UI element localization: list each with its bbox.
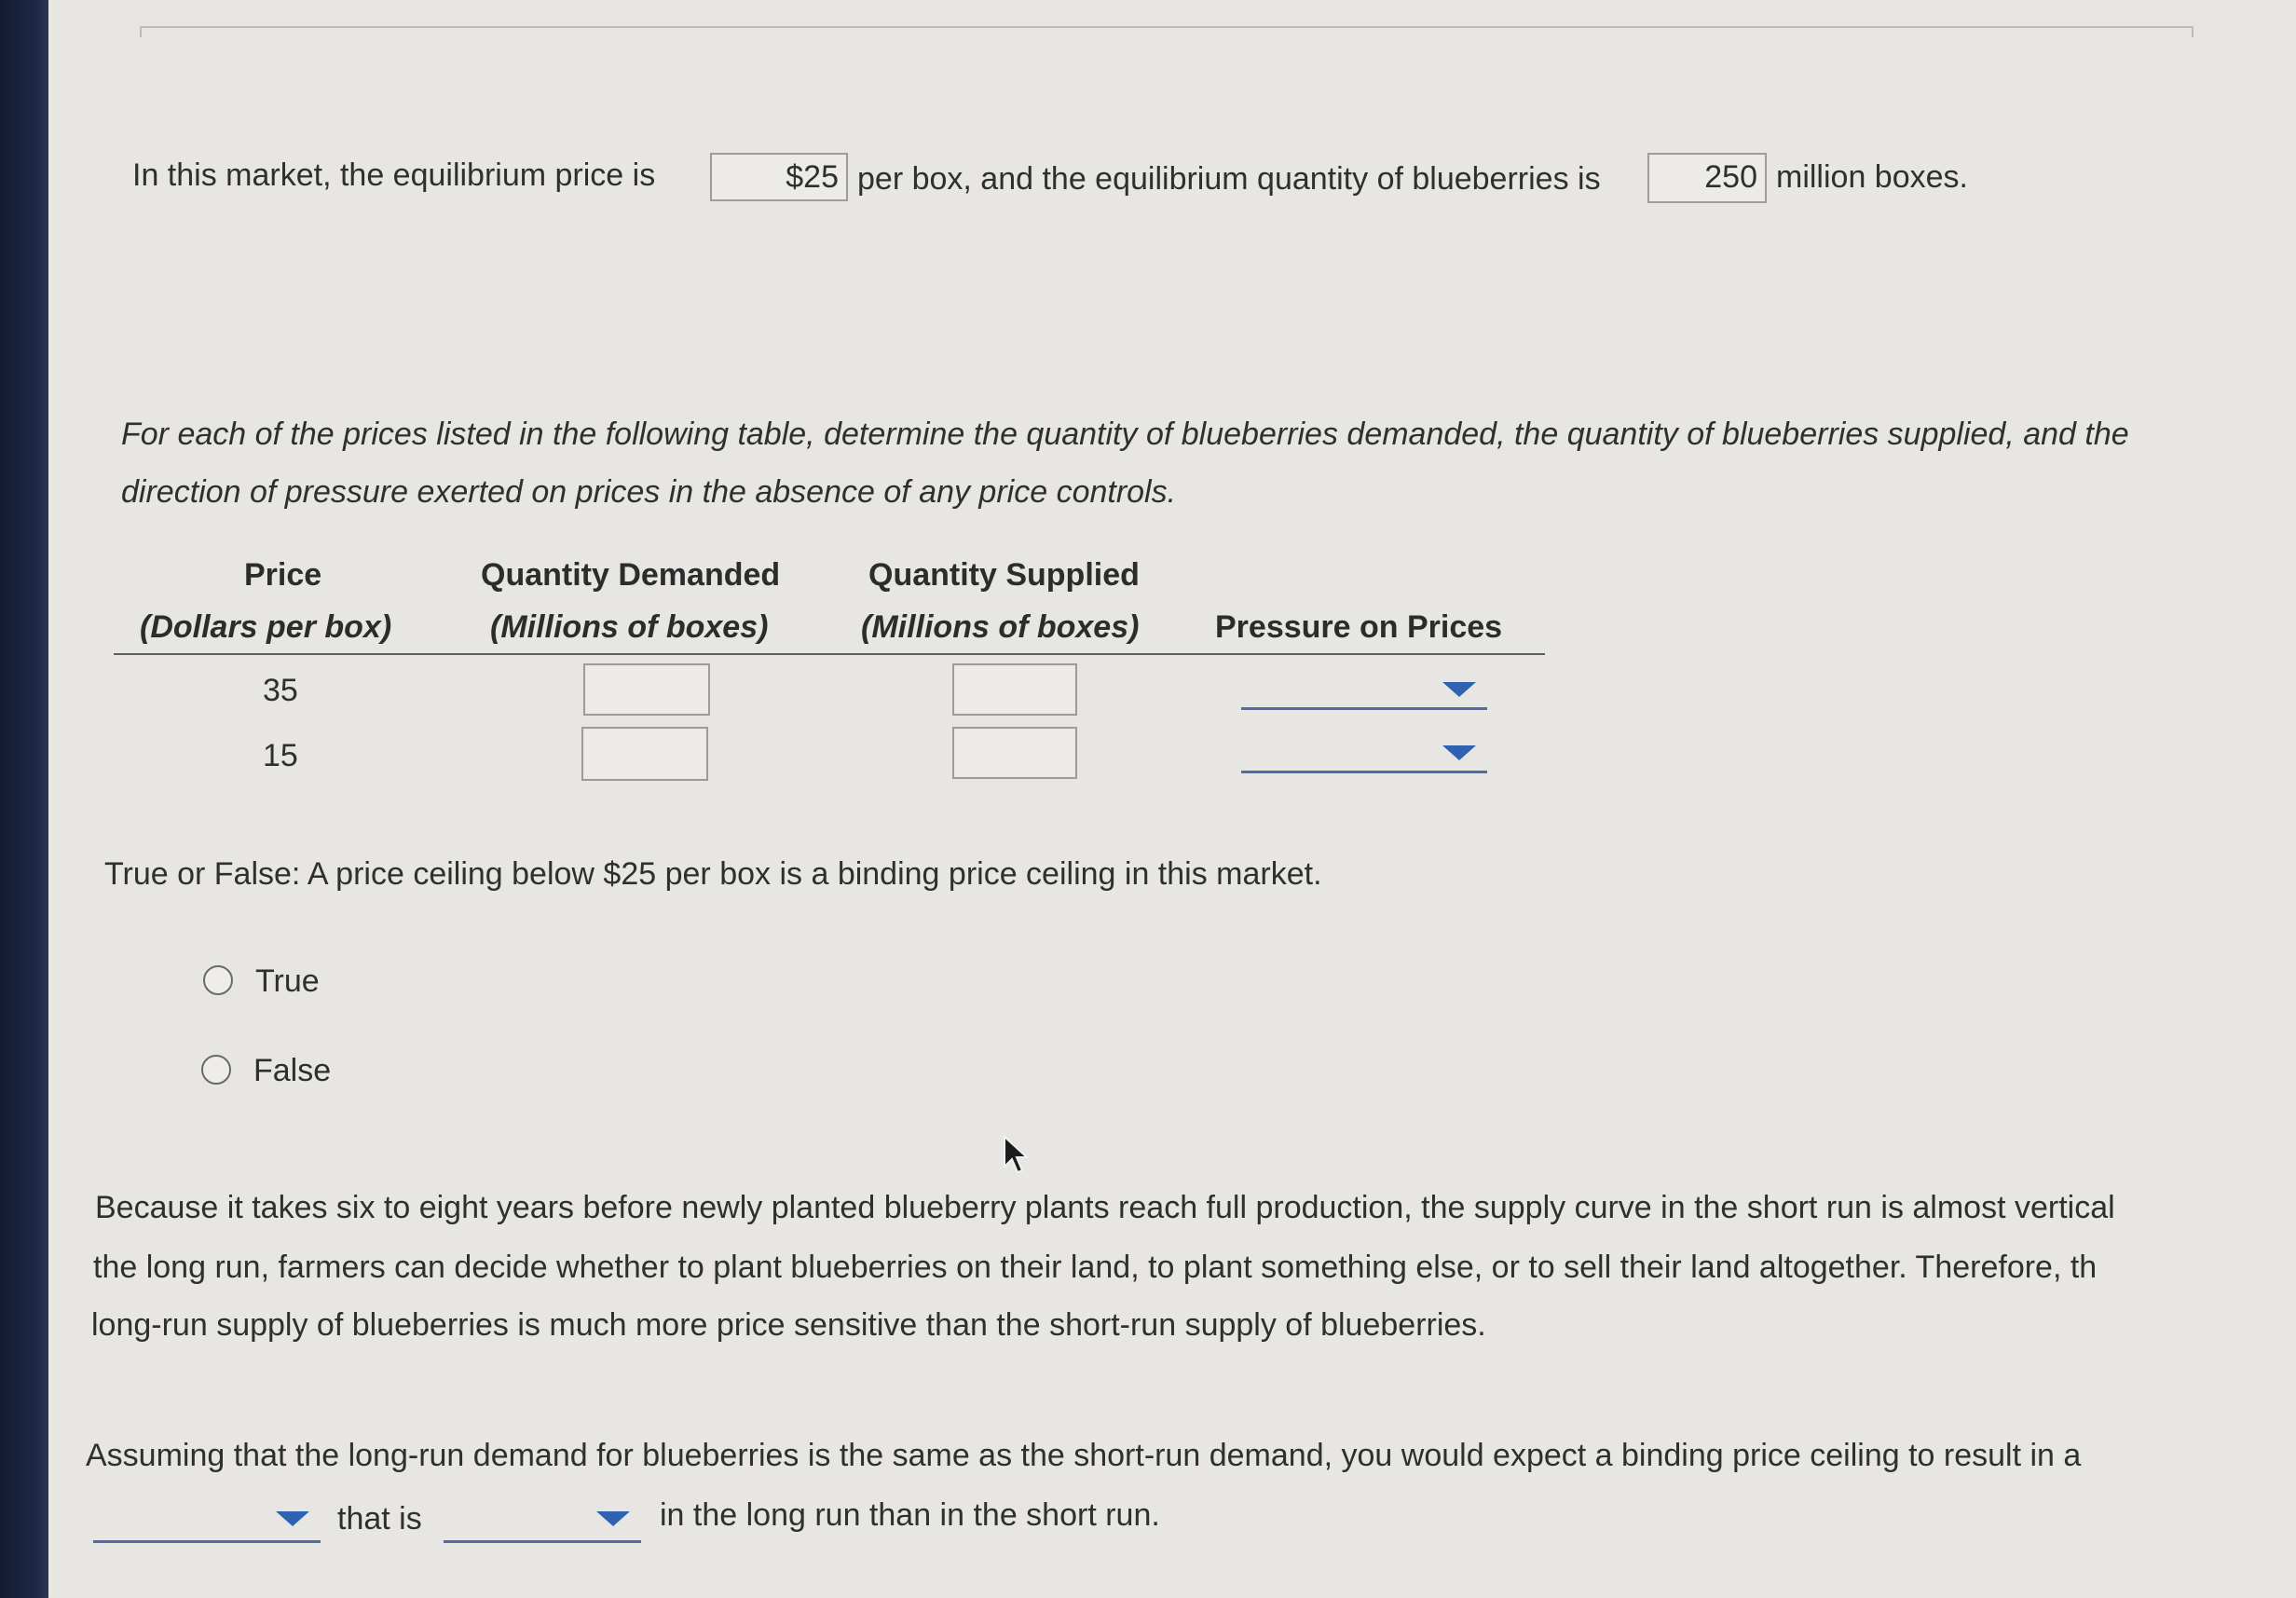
chevron-down-icon — [276, 1511, 309, 1526]
mouse-cursor-icon — [1003, 1135, 1031, 1176]
quantity-demanded-input-35[interactable] — [583, 663, 710, 716]
radio-true-label[interactable]: True — [255, 963, 320, 999]
true-false-question: True or False: A price ceiling below $25 per box is a binding price ceiling in this market. — [104, 856, 1322, 892]
table-header-rule — [114, 653, 1545, 655]
radio-true[interactable] — [203, 965, 233, 995]
header-supplied-units: (Millions of boxes) — [861, 609, 1140, 645]
final-question-end-text: in the long run than in the short run. — [660, 1497, 1160, 1533]
section-divider — [140, 26, 2194, 37]
header-demanded-units: (Millions of boxes) — [490, 609, 769, 645]
header-price-units: (Dollars per box) — [140, 609, 392, 645]
final-question-mid-text: that is — [337, 1501, 422, 1537]
equilibrium-quantity-field[interactable]: 250 — [1647, 153, 1767, 203]
paragraph-line-2: the long run, farmers can decide whether to plant blueberries on their land, to plant something else, or to sell their land altogether. Therefore, th — [93, 1250, 2098, 1285]
quantity-demanded-input-15[interactable] — [581, 727, 708, 781]
equilibrium-sentence-part-a: In this market, the equilibrium price is — [132, 157, 656, 193]
header-quantity-supplied: Quantity Supplied — [868, 557, 1140, 593]
magnitude-dropdown[interactable] — [444, 1502, 641, 1543]
header-quantity-demanded: Quantity Demanded — [481, 557, 781, 593]
radio-false-label[interactable]: False — [253, 1053, 332, 1088]
equilibrium-sentence-part-c: million boxes. — [1776, 159, 1968, 195]
final-question-line-1: Assuming that the long-run demand for blueberries is the same as the short-run demand, you would expect a binding price ceiling to result in a — [86, 1438, 2082, 1473]
quantity-supplied-input-15[interactable] — [952, 727, 1077, 779]
paragraph-line-1: Because it takes six to eight years before newly planted blueberry plants reach full production, the supply curve in the short run is almost vertical — [95, 1190, 2115, 1225]
pressure-dropdown-35[interactable] — [1241, 673, 1487, 710]
chevron-down-icon — [596, 1511, 630, 1526]
paragraph-line-3: long-run supply of blueberries is much more price sensitive than the short-run supply of blueberries. — [91, 1307, 1486, 1343]
screen-bezel — [0, 0, 48, 1598]
pressure-dropdown-15[interactable] — [1241, 736, 1487, 773]
equilibrium-sentence-part-b: per box, and the equilibrium quantity of blueberries is — [857, 161, 1601, 197]
header-price: Price — [244, 557, 322, 593]
radio-false[interactable] — [201, 1055, 231, 1085]
equilibrium-price-field[interactable]: $25 — [710, 153, 848, 201]
row-price-15: 15 — [263, 738, 298, 773]
instructions-line-2: direction of pressure exerted on prices in the absence of any price controls. — [121, 474, 1177, 510]
header-pressure-on-prices: Pressure on Prices — [1215, 609, 1503, 645]
row-price-35: 35 — [263, 673, 298, 708]
chevron-down-icon — [1442, 745, 1476, 760]
price-ceiling-result-dropdown[interactable] — [93, 1502, 321, 1543]
instructions-line-1: For each of the prices listed in the following table, determine the quantity of blueberries demanded, the quantity of blueberries supplied, and the — [121, 417, 2129, 452]
quantity-supplied-input-35[interactable] — [952, 663, 1077, 716]
chevron-down-icon — [1442, 682, 1476, 697]
